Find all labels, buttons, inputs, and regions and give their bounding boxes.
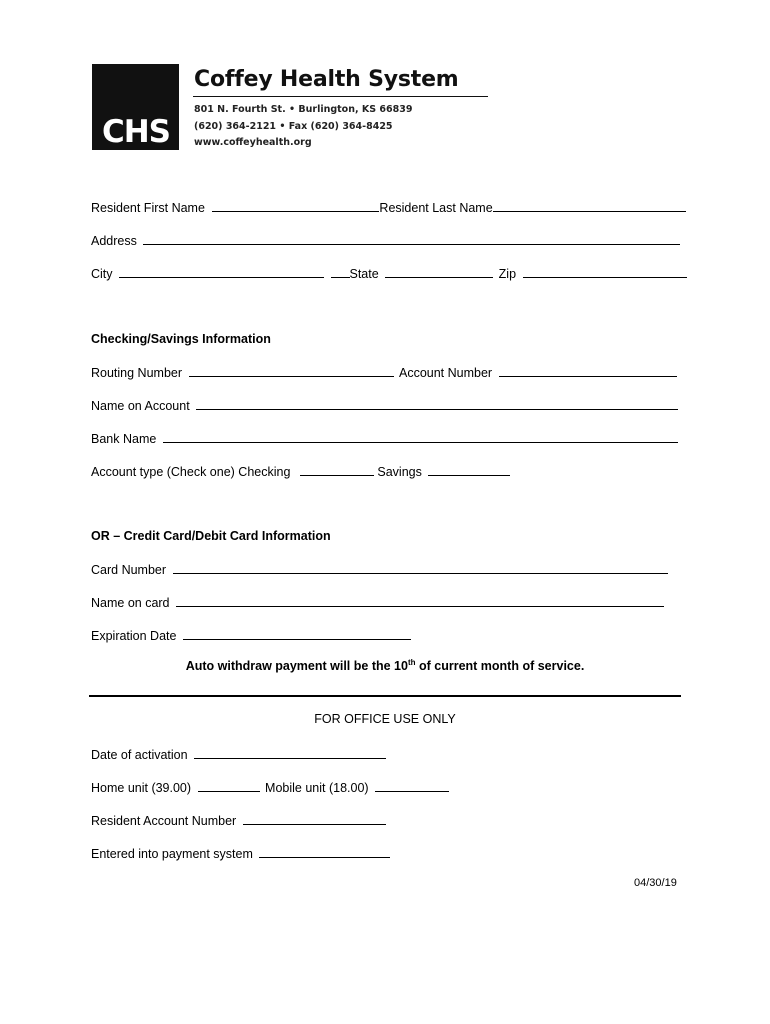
account-number-label: Account Number [398, 366, 493, 380]
routing-account-row [91, 364, 677, 380]
bank-name-label: Bank Name [91, 432, 157, 446]
letterhead-rule [193, 96, 488, 97]
resident-account-label: Resident Account Number [91, 814, 237, 828]
resident-account-field[interactable] [243, 812, 386, 825]
first-name-label: Resident First Name [91, 201, 205, 215]
entered-row [91, 845, 390, 861]
savings-label: Savings [377, 465, 422, 479]
city-label: City [91, 267, 113, 281]
zip-field[interactable] [523, 265, 687, 278]
name-on-card-field[interactable] [176, 594, 664, 607]
routing-number-field[interactable] [189, 364, 394, 377]
unit-row [91, 779, 449, 795]
state-prefix-blank[interactable] [331, 265, 350, 278]
address-field[interactable] [143, 232, 680, 245]
state-label: State [349, 267, 379, 281]
logo-text: CHS [101, 114, 171, 150]
organization-address: 801 N. Fourth St. • Burlington, KS 66839 [194, 104, 413, 115]
last-name-label: Resident Last Name [379, 201, 493, 215]
card-number-row [91, 561, 668, 577]
notice-text-end: of current month of service. [415, 659, 585, 674]
account-type-label: Account type (Check one) Checking [91, 465, 291, 479]
chs-logo [92, 64, 179, 150]
state-field[interactable] [385, 265, 493, 278]
office-divider [89, 695, 681, 697]
office-use-title: FOR OFFICE USE ONLY [314, 712, 456, 726]
card-number-field[interactable] [173, 561, 668, 574]
home-unit-label: Home unit (39.00) [91, 781, 192, 795]
name-on-account-label: Name on Account [91, 399, 190, 413]
address-label: Address [91, 234, 137, 248]
address-row [91, 232, 680, 248]
entered-field[interactable] [259, 845, 390, 858]
activation-date-label: Date of activation [91, 748, 188, 762]
auto-withdraw-notice [0, 658, 770, 673]
expiration-row [91, 627, 411, 643]
form-date: 04/30/19 [634, 877, 677, 889]
name-on-account-field[interactable] [196, 397, 678, 410]
bank-name-field[interactable] [163, 430, 678, 443]
name-on-card-label: Name on card [91, 596, 170, 610]
zip-label: Zip [498, 267, 517, 281]
mobile-unit-field[interactable] [375, 779, 449, 792]
resident-account-row [91, 812, 386, 828]
checking-heading: Checking/Savings Information [91, 332, 271, 346]
city-state-zip-row [91, 265, 687, 281]
account-number-field[interactable] [499, 364, 677, 377]
card-heading: OR – Credit Card/Debit Card Information [91, 529, 331, 543]
home-unit-field[interactable] [198, 779, 260, 792]
bank-name-row [91, 430, 678, 446]
savings-checkbox-field[interactable] [428, 463, 510, 476]
card-number-label: Card Number [91, 563, 167, 577]
routing-number-label: Routing Number [91, 366, 183, 380]
account-type-row [91, 463, 510, 479]
city-field[interactable] [119, 265, 324, 278]
activation-date-field[interactable] [194, 746, 386, 759]
letterhead [92, 64, 488, 150]
organization-name: Coffey Health System [194, 67, 459, 92]
notice-text-start: Auto withdraw payment will be the 10 [185, 659, 408, 674]
expiration-date-label: Expiration Date [91, 629, 177, 643]
last-name-field[interactable] [493, 199, 686, 212]
name-on-card-row [91, 594, 664, 610]
activation-row [91, 746, 386, 762]
resident-name-row [91, 199, 686, 215]
notice-superscript: th [407, 658, 416, 667]
organization-website: www.coffeyhealth.org [194, 137, 312, 148]
expiration-date-field[interactable] [183, 627, 411, 640]
organization-phone-fax: (620) 364-2121 • Fax (620) 364-8425 [194, 121, 393, 132]
first-name-field[interactable] [212, 199, 379, 212]
mobile-unit-label: Mobile unit (18.00) [265, 781, 369, 795]
checking-checkbox-field[interactable] [300, 463, 374, 476]
entered-label: Entered into payment system [91, 847, 253, 861]
name-on-account-row [91, 397, 678, 413]
